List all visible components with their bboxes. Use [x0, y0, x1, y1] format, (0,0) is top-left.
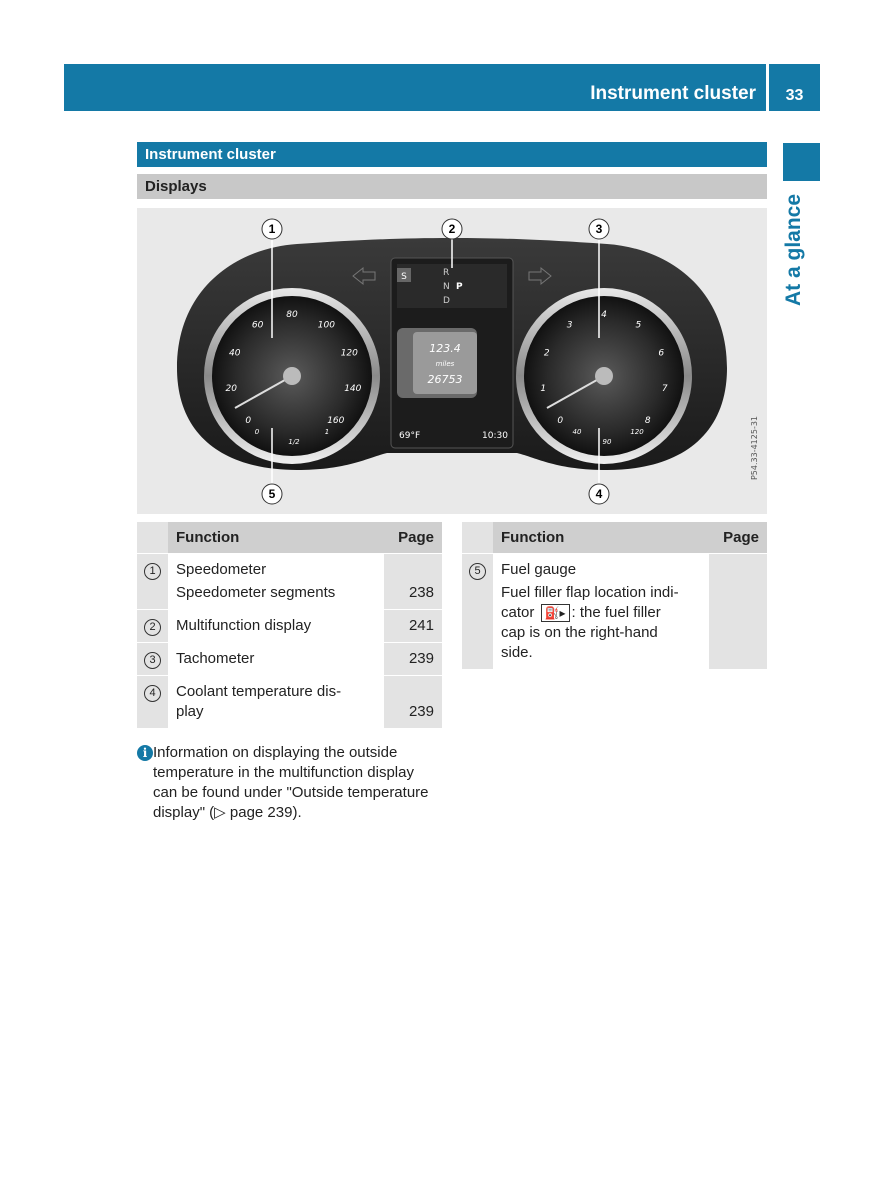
- instrument-cluster-figure: [137, 208, 767, 514]
- fuel-label-empty: 0: [254, 428, 260, 436]
- speedometer-scale-label-0: 0: [245, 415, 252, 426]
- gear-p: P: [456, 282, 463, 292]
- tachometer-scale-label-2: 2: [543, 348, 550, 359]
- function-table-left: [137, 522, 442, 728]
- fuel-label-full: 1: [324, 428, 330, 436]
- table-row: 5 Fuel gauge Fuel filler flap location indi- cator ⛽▸ : the fuel filler cap is on the right-hand side.: [462, 554, 767, 670]
- side-tab: [783, 143, 820, 181]
- tachometer-scale-label-3: 3: [566, 320, 573, 331]
- speedometer-scale-label-8: 160: [327, 415, 345, 426]
- tachometer-scale-label-7: 7: [661, 384, 668, 395]
- speedometer-scale-label-1: 20: [225, 384, 237, 395]
- info-note-text: Information on displaying the outside temperature in the multifunction display can be found under "Outside temperature display" (▷ page 239).: [153, 744, 429, 821]
- speedometer-scale-label-5: 100: [317, 320, 335, 331]
- col-page: Page: [709, 522, 767, 554]
- fuel-pump-arrow-icon: ⛽▸: [541, 604, 570, 622]
- gear-d: D: [443, 296, 450, 306]
- info-note: [137, 743, 442, 823]
- coolant-label-high: 120: [630, 428, 644, 436]
- section-subtitle: Displays: [137, 174, 767, 199]
- speedometer-scale-label-3: 60: [251, 320, 264, 331]
- gear-r: R: [443, 268, 450, 278]
- tachometer-scale-label-6: 6: [658, 348, 665, 359]
- row-number: 1: [144, 563, 161, 580]
- function-table-right: [462, 522, 767, 669]
- display-odometer: 26753: [427, 373, 463, 386]
- tachometer-scale-label-5: 5: [635, 320, 642, 331]
- info-icon: i: [137, 745, 153, 761]
- page-number: 33: [769, 64, 820, 111]
- table-row: 2 Multifunction display 241: [137, 610, 442, 643]
- display-distance: 123.4: [429, 342, 461, 355]
- section-title: Instrument cluster: [137, 142, 767, 167]
- side-tab-label: At a glance: [782, 193, 805, 306]
- table-row: 1 Speedometer Speedometer segments 238: [137, 554, 442, 610]
- row-number: 3: [144, 652, 161, 669]
- header-bar: [64, 64, 766, 111]
- tachometer-scale-label-1: 1: [540, 384, 547, 395]
- tachometer-scale-label-0: 0: [557, 415, 564, 426]
- coolant-label-low: 40: [572, 428, 582, 436]
- cluster-illustration: [137, 208, 767, 514]
- mode-badge-text: S: [401, 272, 407, 282]
- fuel-label-half: 1/2: [288, 438, 300, 446]
- header-title: Instrument cluster: [590, 83, 756, 104]
- row-number: 2: [144, 619, 161, 636]
- image-code: P54.33-4125-31: [750, 415, 759, 481]
- speedometer-scale-label-6: 120: [340, 348, 358, 359]
- svg-text:2: 2: [448, 222, 456, 236]
- col-function: Function: [168, 522, 384, 554]
- row-number: 5: [469, 563, 486, 580]
- table-row: 3 Tachometer 239: [137, 643, 442, 676]
- svg-text:1: 1: [268, 222, 276, 236]
- display-temperature: 69°F: [399, 431, 421, 441]
- coolant-label-mid: 90: [602, 438, 612, 446]
- table-row: 4 Coolant temperature dis- play 239: [137, 676, 442, 729]
- display-unit: miles: [435, 360, 455, 368]
- speedometer-scale-label-4: 80: [286, 310, 298, 320]
- svg-text:3: 3: [595, 222, 603, 236]
- col-page: Page: [384, 522, 442, 554]
- speedometer-scale-label-7: 140: [344, 384, 362, 395]
- svg-text:4: 4: [595, 487, 603, 501]
- row-number: 4: [144, 685, 161, 702]
- tachometer-scale-label-8: 8: [644, 415, 651, 426]
- speedometer-scale-label-2: 40: [228, 348, 241, 359]
- col-function: Function: [493, 522, 709, 554]
- display-time: 10:30: [482, 431, 508, 441]
- gear-n: N: [443, 282, 450, 292]
- tachometer-scale-label-4: 4: [601, 310, 607, 320]
- svg-text:5: 5: [268, 487, 276, 501]
